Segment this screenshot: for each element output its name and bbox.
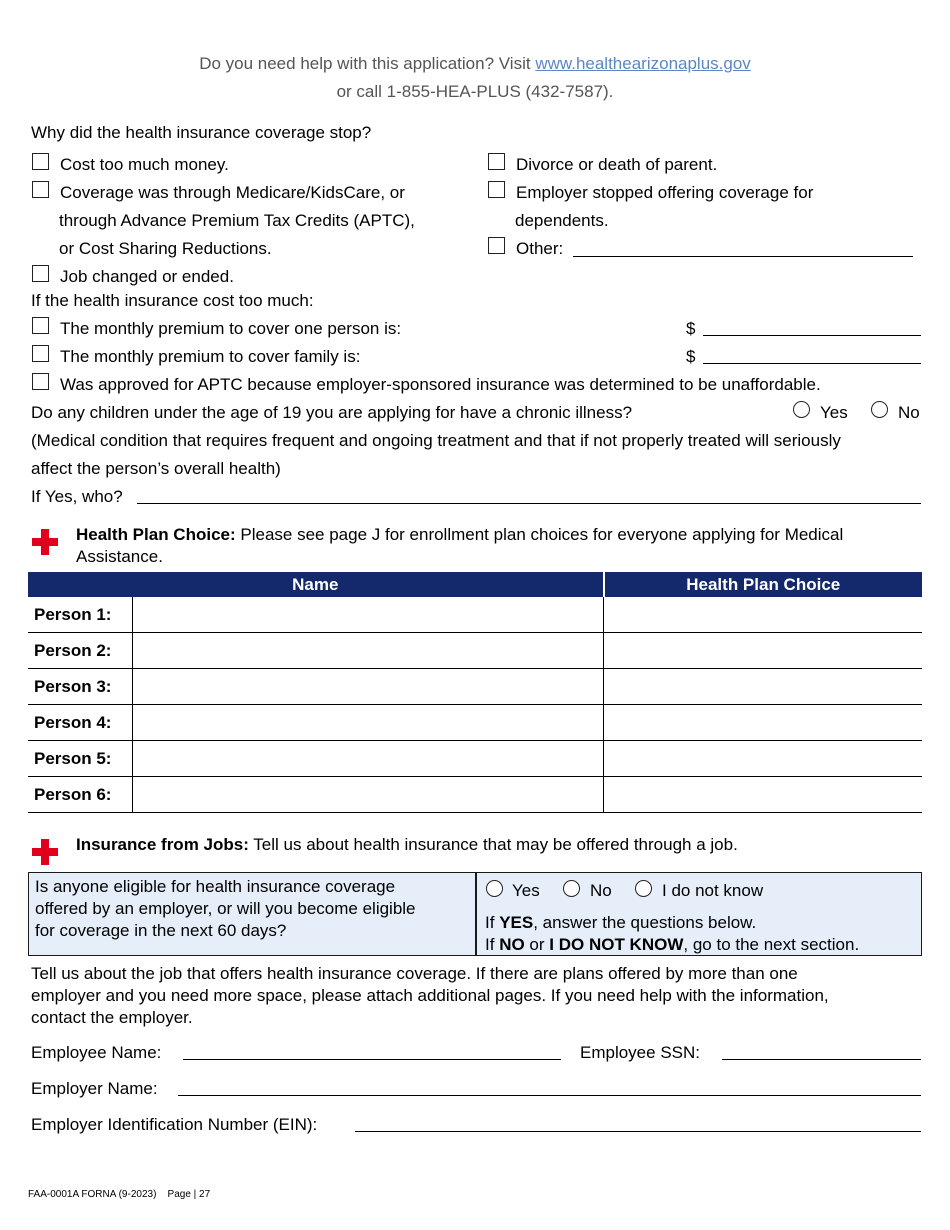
option-medicare-line3: or Cost Sharing Reductions. xyxy=(59,239,272,258)
option-medicare-line1: Coverage was through Medicare/KidsCare, or xyxy=(60,183,405,202)
no-word: NO xyxy=(499,935,525,954)
jobs-heading xyxy=(76,835,738,855)
person-label: Person 3: xyxy=(28,669,133,705)
employer-name-label: Employer Name: xyxy=(31,1079,158,1098)
help-text: Do you need help with this application? Visit xyxy=(199,54,531,73)
employee-ssn-field[interactable] xyxy=(722,1059,921,1060)
help-phone-line: or call 1-855-HEA-PLUS (432-7587). xyxy=(336,82,614,101)
help-line-1 xyxy=(0,54,950,74)
option-cost-too-much: Cost too much money. xyxy=(60,155,229,174)
eligibility-question-line1: Is anyone eligible for health insurance coverage xyxy=(35,877,396,896)
table-row xyxy=(28,633,922,669)
person-1-plan-field[interactable] xyxy=(604,597,923,633)
yes-word: YES xyxy=(499,913,534,932)
no-instruction-rest: , go to the next section. xyxy=(683,935,860,954)
person-5-plan-field[interactable] xyxy=(604,741,923,777)
if-yes-who-label: If Yes, who? xyxy=(31,487,123,506)
person-label: Person 5: xyxy=(28,741,133,777)
health-plan-table xyxy=(28,572,922,813)
chronic-illness-question: Do any children under the age of 19 you are applying for have a chronic illness? xyxy=(31,403,633,422)
currency-symbol: $ xyxy=(686,319,696,338)
ein-label: Employer Identification Number (EIN): xyxy=(31,1115,318,1134)
option-other-label: Other: xyxy=(516,239,564,258)
currency-symbol: $ xyxy=(686,347,696,366)
employer-eligibility-box xyxy=(28,872,922,956)
chronic-yes-radio[interactable] xyxy=(793,401,810,418)
table-header-row xyxy=(28,572,922,597)
if-yes-who-field[interactable] xyxy=(137,503,921,504)
person-label: Person 6: xyxy=(28,777,133,813)
checkbox-cost-too-much[interactable] xyxy=(32,153,49,170)
box-divider xyxy=(475,873,477,955)
red-cross-icon xyxy=(32,529,58,555)
job-info-para-line3: contact the employer. xyxy=(31,1008,193,1027)
checkbox-divorce-death[interactable] xyxy=(488,153,505,170)
jobs-desc: Tell us about health insurance that may be offered through a job. xyxy=(253,835,738,854)
employee-name-label: Employee Name: xyxy=(31,1043,162,1062)
premium-family-field[interactable] xyxy=(703,363,921,364)
page-number: Page | 27 xyxy=(167,1189,211,1200)
aptc-approved-label: Was approved for APTC because employer-sponsored insurance was determined to be unaffordable. xyxy=(60,375,821,394)
page-footer xyxy=(28,1189,210,1200)
health-plan-title: Health Plan Choice: xyxy=(76,525,236,544)
table-row xyxy=(28,597,922,633)
health-plan-desc-line2: Assistance. xyxy=(76,547,163,566)
job-info-para-line2: employer and you need more space, please attach additional pages. If you need help with the information, xyxy=(31,986,829,1005)
checkbox-other[interactable] xyxy=(488,237,505,254)
checkbox-medicare-kidscare[interactable] xyxy=(32,181,49,198)
employee-name-field[interactable] xyxy=(183,1059,561,1060)
option-employer-stopped-line1: Employer stopped offering coverage for xyxy=(516,183,814,202)
jobs-title: Insurance from Jobs: xyxy=(76,835,249,854)
job-info-para-line1: Tell us about the job that offers health insurance coverage. If there are plans offered by more than one xyxy=(31,964,798,983)
chronic-note-line1: (Medical condition that requires frequent and ongoing treatment and that if not properly treated will seriously xyxy=(31,431,841,450)
other-reason-field[interactable] xyxy=(573,256,913,257)
ein-field[interactable] xyxy=(355,1131,921,1132)
table-row xyxy=(28,777,922,813)
yes-instruction-rest: , answer the questions below. xyxy=(533,913,757,932)
health-plan-desc-line1: Please see page J for enrollment plan choices for everyone applying for Medical xyxy=(240,525,844,544)
checkbox-premium-one-person[interactable] xyxy=(32,317,49,334)
red-cross-icon xyxy=(32,839,58,865)
table-row xyxy=(28,669,922,705)
eligibility-no-label: No xyxy=(590,881,612,900)
eligibility-dont-know-label: I do not know xyxy=(662,881,764,900)
column-header-name: Name xyxy=(28,572,604,597)
if-no-instruction xyxy=(485,935,859,955)
person-2-plan-field[interactable] xyxy=(604,633,923,669)
option-job-changed: Job changed or ended. xyxy=(60,267,234,286)
form-id: FAA-0001A FORNA (9-2023) xyxy=(28,1189,157,1200)
chronic-no-radio[interactable] xyxy=(871,401,888,418)
chronic-yes-label: Yes xyxy=(820,403,848,422)
eligibility-dont-know-radio[interactable] xyxy=(635,880,652,897)
person-1-name-field[interactable] xyxy=(133,597,604,633)
if-word: If xyxy=(485,913,495,932)
chronic-note-line2: affect the person’s overall health) xyxy=(31,459,281,478)
chronic-no-label: No xyxy=(898,403,920,422)
person-4-plan-field[interactable] xyxy=(604,705,923,741)
help-website-link[interactable]: www.healthearizonaplus.gov xyxy=(535,54,751,73)
health-plan-heading xyxy=(76,525,843,545)
premium-family-label: The monthly premium to cover family is: xyxy=(60,347,361,366)
if-word: If xyxy=(485,935,495,954)
eligibility-yes-label: Yes xyxy=(512,881,540,900)
table-row xyxy=(28,741,922,777)
employer-name-field[interactable] xyxy=(178,1095,921,1096)
coverage-stop-question: Why did the health insurance coverage stop? xyxy=(31,123,372,142)
person-6-plan-field[interactable] xyxy=(604,777,923,813)
premium-one-person-label: The monthly premium to cover one person is: xyxy=(60,319,402,338)
person-5-name-field[interactable] xyxy=(133,741,604,777)
person-3-name-field[interactable] xyxy=(133,669,604,705)
dont-know-word: I DO NOT KNOW xyxy=(549,935,684,954)
person-label: Person 4: xyxy=(28,705,133,741)
option-employer-stopped-line2: dependents. xyxy=(515,211,609,230)
checkbox-premium-family[interactable] xyxy=(32,345,49,362)
checkbox-job-changed[interactable] xyxy=(32,265,49,282)
person-label: Person 2: xyxy=(28,633,133,669)
or-word: or xyxy=(529,935,545,954)
person-3-plan-field[interactable] xyxy=(604,669,923,705)
eligibility-no-radio[interactable] xyxy=(563,880,580,897)
if-yes-instruction xyxy=(485,913,756,933)
person-label: Person 1: xyxy=(28,597,133,633)
table-row xyxy=(28,705,922,741)
option-divorce-death: Divorce or death of parent. xyxy=(516,155,718,174)
option-medicare-line2: through Advance Premium Tax Credits (APTC), xyxy=(59,211,415,230)
checkbox-employer-stopped[interactable] xyxy=(488,181,505,198)
person-4-name-field[interactable] xyxy=(133,705,604,741)
employee-ssn-label: Employee SSN: xyxy=(580,1043,700,1062)
premium-one-person-field[interactable] xyxy=(703,335,921,336)
column-header-plan-choice: Health Plan Choice xyxy=(604,572,923,597)
checkbox-aptc-approved[interactable] xyxy=(32,373,49,390)
person-6-name-field[interactable] xyxy=(133,777,604,813)
cost-heading: If the health insurance cost too much: xyxy=(31,291,314,310)
eligibility-question-line2: offered by an employer, or will you become eligible xyxy=(35,899,416,918)
person-2-name-field[interactable] xyxy=(133,633,604,669)
eligibility-yes-radio[interactable] xyxy=(486,880,503,897)
eligibility-question-line3: for coverage in the next 60 days? xyxy=(35,921,287,940)
